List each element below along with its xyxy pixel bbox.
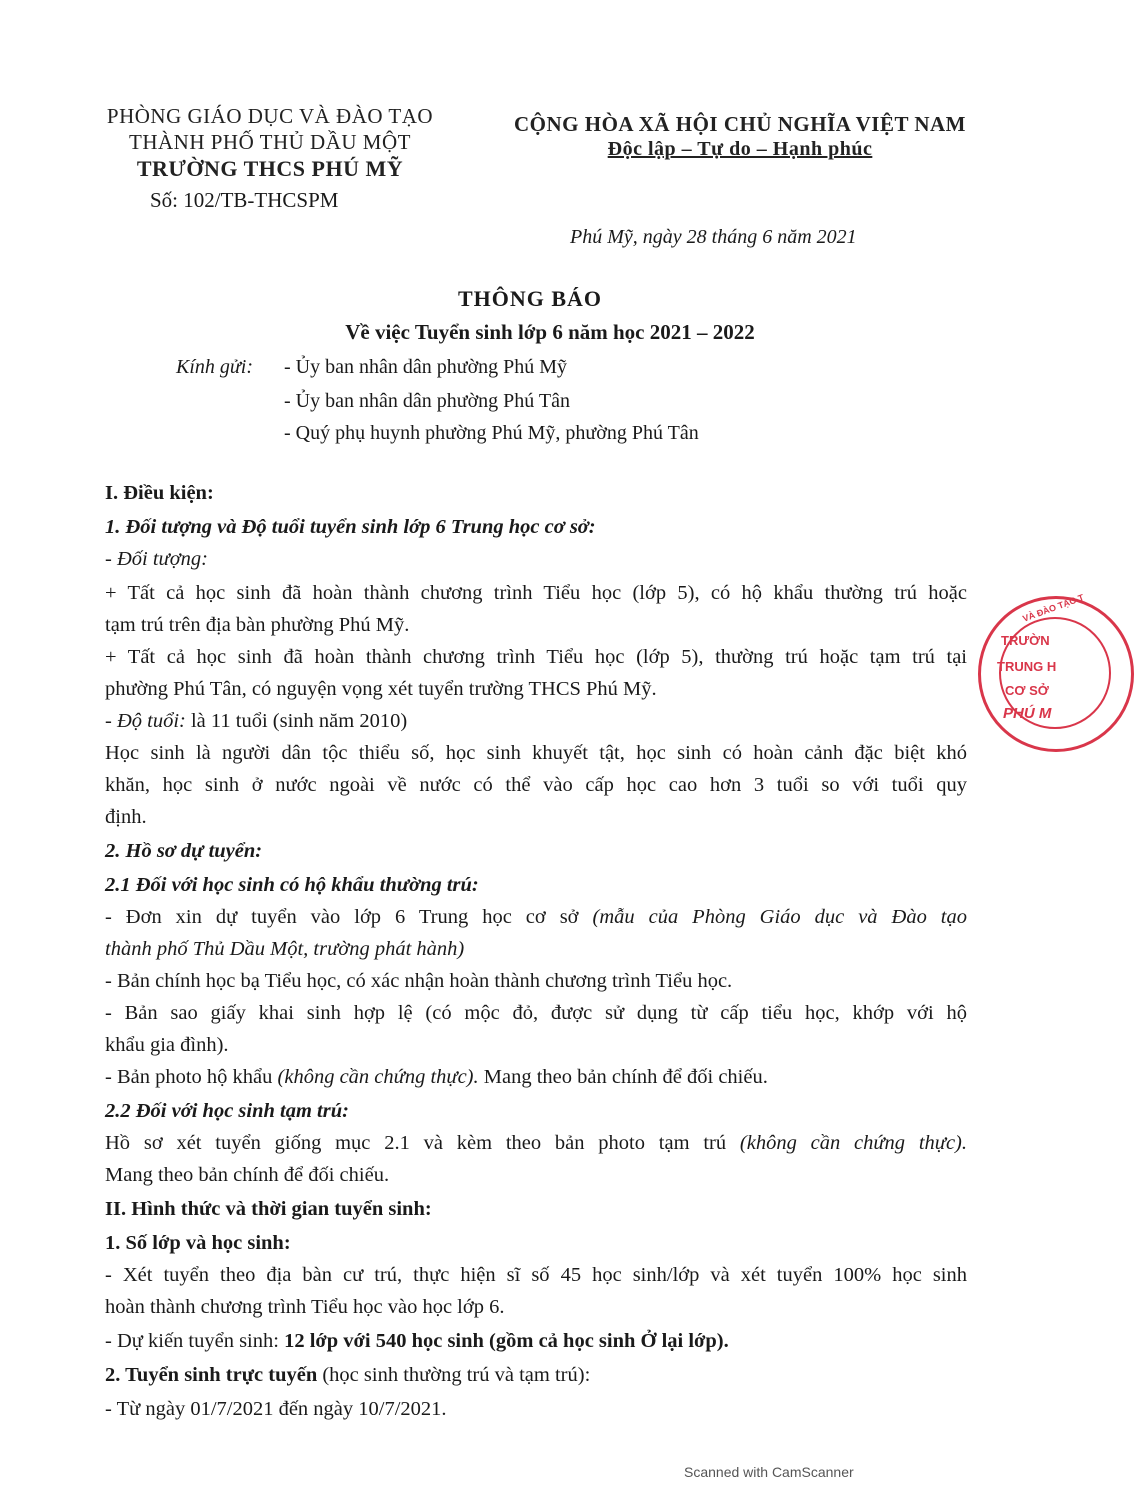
paragraph-line: Mang theo bản chính để đối chiếu.	[105, 1164, 390, 1186]
document-subtitle: Về việc Tuyển sinh lớp 6 năm học 2021 – 2022	[345, 320, 755, 344]
date-line: Phú Mỹ, ngày 28 tháng 6 năm 2021	[570, 226, 857, 248]
school-seal	[978, 592, 1134, 752]
paragraph-line: thành phố Thủ Dầu Một, trường phát hành)	[105, 938, 465, 960]
scanner-watermark: Scanned with CamScanner	[684, 1464, 854, 1480]
text-run: - Đơn xin dự tuyển vào lớp 6 Trung học cơ sở	[105, 906, 593, 928]
subsection-heading: 1. Số lớp và học sinh:	[105, 1232, 291, 1254]
text-run-italic: (không cần chứng thực).	[277, 1066, 479, 1088]
paragraph-line: - Bản sao giấy khai sinh hợp lệ (có mộc đỏ, được sử dụng từ cấp tiểu học, khớp với hộ	[105, 1002, 967, 1024]
subsection-heading: 2.2 Đối với học sinh tạm trú:	[105, 1100, 349, 1122]
recipients-label: Kính gửi:	[176, 356, 254, 378]
paragraph-line: Học sinh là người dân tộc thiểu số, học sinh khuyết tật, học sinh có hoàn cảnh đặc biệt khó	[105, 742, 967, 764]
seal-text: PHÚ M	[1003, 705, 1052, 722]
subsection-heading: 2. Hồ sơ dự tuyển:	[105, 840, 263, 862]
country-name: CỘNG HÒA XÃ HỘI CHỦ NGHĨA VIỆT NAM	[513, 112, 967, 136]
motto: Độc lập – Tự do – Hạnh phúc	[607, 138, 873, 160]
recipient-item: - Ủy ban nhân dân phường Phú Mỹ	[284, 356, 568, 378]
paragraph-line	[105, 1066, 768, 1089]
paragraph-line	[105, 710, 407, 733]
section-heading: I. Điều kiện:	[105, 482, 214, 504]
subsection-heading: 1. Đối tượng và Độ tuổi tuyển sinh lớp 6 Trung học cơ sở:	[105, 516, 596, 538]
school-name: TRƯỜNG THCS PHÚ MỸ	[136, 156, 404, 181]
paragraph-line: phường Phú Tân, có nguyện vọng xét tuyển trường THCS Phú Mỹ.	[105, 678, 657, 700]
text-run-italic: (mẫu của Phòng Giáo dục và Đào tạo	[592, 906, 968, 928]
seal-text: CƠ SỞ	[1005, 683, 1049, 698]
document-title: THÔNG BÁO	[457, 286, 603, 311]
label-doi-tuong: - Đối tượng:	[105, 548, 208, 570]
dept-name: PHÒNG GIÁO DỤC VÀ ĐÀO TẠO	[106, 104, 434, 128]
text-run: - Bản photo hộ khẩu	[105, 1066, 278, 1088]
text-run: Mang theo bản chính để đối chiếu.	[478, 1066, 768, 1088]
text-run: - Dự kiến tuyển sinh:	[105, 1330, 285, 1352]
text-run: Hồ sơ xét tuyển giống mục 2.1 và kèm theo bản photo tạm trú	[105, 1132, 740, 1154]
seal-arc-text: VÀ ĐÀO TẠO T	[1021, 592, 1086, 624]
seal-text: TRƯỜN	[1001, 633, 1050, 648]
paragraph-line: hoàn thành chương trình Tiểu học vào học lớp 6.	[105, 1296, 505, 1318]
recipient-item: - Quý phụ huynh phường Phú Mỹ, phường Phú Tân	[284, 422, 699, 444]
recipient-item: - Ủy ban nhân dân phường Phú Tân	[284, 390, 571, 412]
paragraph-line	[105, 1364, 590, 1387]
do-tuoi-value: là 11 tuổi (sinh năm 2010)	[185, 710, 408, 732]
paragraph-line: - Từ ngày 01/7/2021 đến ngày 10/7/2021.	[105, 1398, 447, 1420]
subsection-heading: 2.1 Đối với học sinh có hộ khẩu thường trú:	[105, 874, 479, 896]
text-run-bold: 12 lớp với 540 học sinh (gồm cả học sinh Ở lại lớp).	[284, 1330, 729, 1352]
label-do-tuoi: - Độ tuổi:	[105, 710, 186, 732]
text-run-italic: (không cần chứng thực).	[739, 1132, 967, 1154]
paragraph-line: khăn, học sinh ở nước ngoài về nước có thể vào cấp học cao hơn 3 tuổi so với tuổi quy	[105, 774, 967, 796]
document-number: Số: 102/TB-THCSPM	[150, 188, 339, 212]
section-heading: II. Hình thức và thời gian tuyển sinh:	[105, 1198, 432, 1220]
paragraph-line: định.	[105, 806, 147, 828]
paragraph-line: tạm trú trên địa bàn phường Phú Mỹ.	[105, 614, 410, 636]
paragraph-line: + Tất cả học sinh đã hoàn thành chương trình Tiểu học (lớp 5), thường trú hoặc tạm trú tại	[105, 646, 967, 668]
paragraph-line	[105, 1132, 967, 1155]
paragraph-line: khẩu gia đình).	[105, 1034, 229, 1056]
paragraph-line	[105, 1330, 729, 1353]
city-name: THÀNH PHỐ THỦ DẦU MỘT	[129, 130, 411, 154]
paragraph-line: - Bản chính học bạ Tiểu học, có xác nhận hoàn thành chương trình Tiểu học.	[105, 970, 733, 992]
text-run: (học sinh thường trú và tạm trú):	[317, 1364, 591, 1386]
text-run-bold: 2. Tuyển sinh trực tuyến	[105, 1364, 318, 1386]
paragraph-line: - Xét tuyển theo địa bàn cư trú, thực hiện sĩ số 45 học sinh/lớp và xét tuyển 100% học sinh	[105, 1264, 967, 1286]
seal-text: TRUNG H	[997, 659, 1057, 674]
paragraph-line	[105, 906, 967, 929]
paragraph-line: + Tất cả học sinh đã hoàn thành chương trình Tiểu học (lớp 5), có hộ khẩu thường trú hoặc	[105, 582, 967, 604]
